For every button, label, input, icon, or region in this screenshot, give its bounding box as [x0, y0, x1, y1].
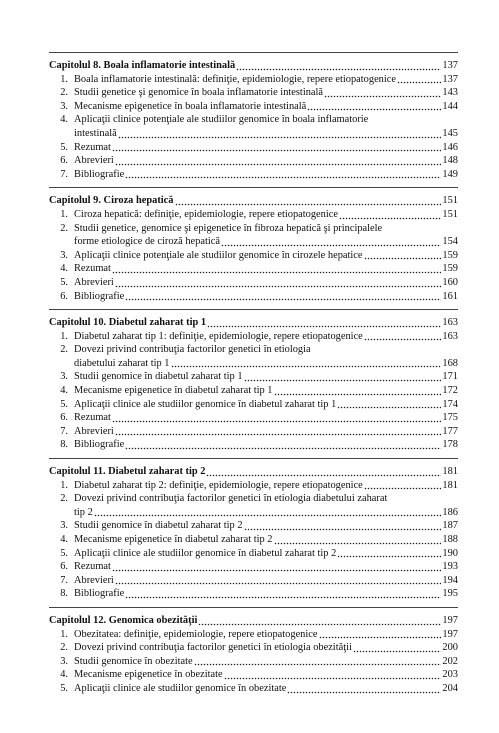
leader-dots	[115, 426, 442, 436]
entry-text: Ciroza hepatică: definiţie, epidemiologie, repere etiopatogenice	[74, 208, 338, 220]
entry-page-number: 202	[442, 655, 458, 667]
entry-page-number: 197	[442, 628, 458, 640]
leader-dots	[353, 643, 442, 653]
leader-dots	[171, 358, 442, 368]
entry-number: 1.	[60, 330, 68, 342]
entry-page-number: 195	[442, 588, 458, 600]
toc-entry	[49, 519, 458, 533]
entry-line	[49, 425, 458, 439]
entry-text: Mecanisme epigenetice în diabetul zaharat tip 1	[74, 385, 273, 397]
entry-page-number: 143	[442, 87, 458, 99]
entry-number: 1.	[60, 479, 68, 491]
entry-text: Mecanisme epigenetice în diabetul zaharat tip 2	[74, 534, 273, 545]
leader-dots	[364, 250, 442, 260]
chapter-page-number: 163	[442, 317, 458, 329]
entry-number: 2.	[60, 493, 68, 505]
toc-entry	[49, 479, 458, 493]
entry-page-number: 203	[442, 669, 458, 681]
chapter-heading	[49, 465, 458, 479]
toc-entry	[49, 682, 458, 696]
leader-dots	[118, 129, 442, 139]
entry-page-number: 160	[442, 276, 458, 288]
entry-number: 1.	[60, 73, 68, 85]
entry-number: 3.	[60, 520, 68, 532]
entry-text: Abrevieri	[74, 425, 114, 437]
leader-dots	[337, 548, 441, 558]
entry-page-number: 145	[442, 127, 458, 139]
leader-dots	[112, 413, 441, 423]
toc-entry	[49, 533, 458, 547]
entry-page-number: 177	[442, 425, 458, 437]
toc-entry	[49, 100, 458, 114]
leader-dots	[364, 480, 442, 490]
entry-text: Studii genetice, genomice şi epigenetice în fibroza hepatică şi principalele	[74, 222, 383, 234]
toc-entry	[49, 574, 458, 588]
entry-page-number: 200	[442, 642, 458, 654]
entry-page-number: 171	[442, 371, 458, 383]
entry-page-number: 194	[442, 574, 458, 586]
toc-entry	[49, 438, 458, 452]
toc-entry	[49, 330, 458, 344]
entry-line	[49, 100, 458, 114]
entry-text: Studii genomice în obezitate	[74, 655, 193, 667]
entry-line	[49, 628, 458, 642]
entry-number: 8.	[60, 439, 68, 451]
entry-page-number: 163	[442, 330, 458, 342]
entry-text: Aplicaţii clinice potenţiale ale studiilor genomice în boala inflamatorie	[74, 114, 369, 126]
entry-page-number: 172	[442, 385, 458, 397]
entry-number: 2.	[60, 344, 68, 356]
entry-text: forme etiologice de ciroză hepatică	[74, 236, 220, 248]
entry-line	[49, 587, 458, 601]
toc-entry	[49, 641, 458, 655]
entry-line	[49, 384, 458, 398]
entry-line	[49, 370, 458, 384]
entry-text: intestinală	[74, 127, 117, 139]
entry-number: 4.	[60, 534, 68, 545]
entry-line	[49, 127, 458, 141]
toc-entry	[49, 343, 458, 370]
entry-text: Abrevieri	[74, 155, 114, 167]
entry-text: Dovezi privind contribuţia factorilor genetici în etiologia	[74, 344, 311, 356]
leader-dots	[364, 331, 442, 341]
entry-text: Dovezi privind contribuţia factorilor genetici în etiologia obezităţii	[74, 642, 352, 654]
entry-number: 7.	[60, 425, 68, 437]
leader-dots	[224, 670, 442, 680]
toc-entry	[49, 141, 458, 155]
leader-dots	[319, 629, 442, 639]
entry-line	[49, 168, 458, 182]
entry-number: 6.	[60, 290, 68, 302]
entry-line	[49, 547, 458, 561]
entry-page-number: 174	[442, 398, 458, 410]
leader-dots	[125, 440, 441, 450]
leader-dots	[274, 535, 442, 545]
entry-text: Studii genetice şi genomice în boala inflamatorie intestinală	[74, 87, 324, 99]
entry-number: 4.	[60, 385, 68, 397]
entry-page-number: 144	[442, 100, 458, 112]
entry-line	[49, 655, 458, 669]
entry-number: 5.	[60, 682, 68, 694]
toc-entry	[49, 249, 458, 263]
entry-text: Diabetul zaharat tip 2: definiţie, epidemiologie, repere etiopatogenice	[74, 479, 363, 491]
entry-line	[49, 343, 458, 357]
entry-text: Mecanisme epigenetice în boala inflamatorie intestinală	[74, 100, 307, 112]
toc-entry	[49, 655, 458, 669]
toc-entry	[49, 113, 458, 140]
entry-text: Abrevieri	[74, 574, 114, 586]
entry-page-number: 190	[442, 547, 458, 559]
leader-dots	[112, 562, 441, 572]
leader-dots	[112, 264, 441, 274]
chapter-heading	[49, 316, 458, 330]
entry-number: 5.	[60, 141, 68, 153]
leader-dots	[337, 399, 441, 409]
toc-entry	[49, 154, 458, 168]
chapter-title: Capitolul 11. Diabetul zaharat tip 2	[49, 466, 206, 478]
entry-line	[49, 398, 458, 412]
table-of-contents	[49, 52, 458, 702]
entry-number: 3.	[60, 100, 68, 112]
chapter-page-number: 137	[442, 60, 458, 71]
entry-line	[49, 560, 458, 574]
entry-text: Bibliografie	[74, 588, 125, 600]
entry-number: 4.	[60, 263, 68, 275]
entry-line	[49, 262, 458, 276]
entry-line	[49, 290, 458, 304]
entry-line	[49, 519, 458, 533]
toc-entry	[49, 547, 458, 561]
entry-number: 5.	[60, 276, 68, 288]
leader-dots	[115, 156, 442, 166]
entry-line	[49, 668, 458, 682]
entry-text: Boala inflamatorie intestinală: definiţie, epidemiologie, repere etiopatogenice	[74, 73, 396, 85]
toc-entry	[49, 73, 458, 87]
toc-chapter	[49, 309, 458, 452]
entry-text: Aplicaţii clinice ale studiilor genomice în diabetul zaharat tip 2	[74, 547, 337, 559]
entry-text: tip 2	[74, 506, 93, 518]
entry-line	[49, 438, 458, 452]
toc-entry	[49, 668, 458, 682]
toc-chapter	[49, 187, 458, 303]
entry-line	[49, 222, 458, 236]
entry-text: Aplicaţii clinice potenţiale ale studiilor genomice în cirozele hepatice	[74, 249, 363, 261]
toc-entry	[49, 425, 458, 439]
entry-text: Diabetul zaharat tip 1: definiţie, epidemiologie, repere etiopatogenice	[74, 330, 363, 342]
entry-line	[49, 479, 458, 493]
toc-entry	[49, 398, 458, 412]
entry-number: 1.	[60, 208, 68, 220]
entry-number: 5.	[60, 398, 68, 410]
entry-number: 1.	[60, 628, 68, 640]
leader-dots	[236, 61, 441, 71]
entry-number: 6.	[60, 561, 68, 573]
entry-text: Bibliografie	[74, 439, 125, 451]
entry-line	[49, 235, 458, 249]
entry-number: 6.	[60, 412, 68, 424]
entry-line	[49, 73, 458, 87]
chapter-page-number: 181	[442, 466, 458, 478]
entry-page-number: 149	[442, 168, 458, 180]
entry-line	[49, 641, 458, 655]
entry-page-number: 146	[442, 141, 458, 153]
leader-dots	[274, 386, 442, 396]
toc-entry	[49, 276, 458, 290]
entry-line	[49, 357, 458, 371]
entry-page-number: 204	[442, 682, 458, 694]
entry-text: Rezumat	[74, 263, 111, 275]
entry-number: 8.	[60, 588, 68, 600]
leader-dots	[397, 74, 441, 84]
chapter-title: Capitolul 8. Boala inflamatorie intestinală	[49, 60, 236, 71]
entry-page-number: 154	[442, 236, 458, 248]
entry-text: Rezumat	[74, 412, 111, 424]
toc-chapter	[49, 458, 458, 601]
entry-line	[49, 276, 458, 290]
toc-entry	[49, 370, 458, 384]
chapter-title: Capitolul 12. Genomica obezităţii	[49, 614, 198, 626]
entry-number: 3.	[60, 655, 68, 667]
toc-chapter	[49, 52, 458, 181]
chapter-page-number: 151	[442, 195, 458, 207]
entry-line	[49, 141, 458, 155]
leader-dots	[244, 521, 442, 531]
toc-entry	[49, 86, 458, 100]
entry-number: 7.	[60, 574, 68, 586]
toc-entry	[49, 168, 458, 182]
leader-dots	[94, 507, 442, 517]
entry-line	[49, 411, 458, 425]
toc-entry	[49, 628, 458, 642]
entry-text: Bibliografie	[74, 290, 125, 302]
leader-dots	[125, 169, 441, 179]
entry-text: Abrevieri	[74, 276, 114, 288]
entry-line	[49, 330, 458, 344]
leader-dots	[194, 656, 442, 666]
entry-number: 4.	[60, 114, 68, 126]
entry-page-number: 188	[442, 534, 458, 545]
chapter-title: Capitolul 9. Ciroza hepatică	[49, 195, 174, 207]
leader-dots	[125, 291, 441, 301]
entry-page-number: 161	[442, 290, 458, 302]
entry-page-number: 168	[442, 357, 458, 369]
leader-dots	[198, 616, 441, 626]
leader-dots	[307, 101, 441, 111]
leader-dots	[115, 278, 442, 288]
chapter-heading	[49, 59, 458, 73]
entry-number: 2.	[60, 87, 68, 99]
leader-dots	[324, 88, 441, 98]
chapter-heading	[49, 194, 458, 208]
entry-line	[49, 86, 458, 100]
entry-text: Aplicaţii clinice ale studiilor genomice în obezitate	[74, 682, 287, 694]
entry-page-number: 175	[442, 412, 458, 424]
leader-dots	[221, 237, 441, 247]
leader-dots	[206, 467, 441, 477]
entry-page-number: 148	[442, 155, 458, 167]
entry-number: 6.	[60, 155, 68, 167]
leader-dots	[244, 372, 442, 382]
entry-line	[49, 154, 458, 168]
entry-line	[49, 113, 458, 127]
entry-page-number: 186	[442, 506, 458, 518]
toc-entry	[49, 262, 458, 276]
entry-line	[49, 533, 458, 547]
entry-page-number: 159	[442, 263, 458, 275]
entry-page-number: 151	[442, 208, 458, 220]
entry-text: Bibliografie	[74, 168, 125, 180]
entry-line	[49, 574, 458, 588]
leader-dots	[115, 575, 442, 585]
entry-page-number: 193	[442, 561, 458, 573]
entry-text: Studii genomice în diabetul zaharat tip 1	[74, 371, 243, 383]
toc-entry	[49, 208, 458, 222]
toc-entry	[49, 222, 458, 249]
entry-number: 5.	[60, 547, 68, 559]
entry-line	[49, 249, 458, 263]
toc-entry	[49, 411, 458, 425]
toc-entry	[49, 290, 458, 304]
toc-entry	[49, 492, 458, 519]
entry-page-number: 159	[442, 249, 458, 261]
leader-dots	[125, 589, 441, 599]
entry-line	[49, 682, 458, 696]
entry-number: 4.	[60, 669, 68, 681]
entry-page-number: 178	[442, 439, 458, 451]
entry-number: 2.	[60, 642, 68, 654]
leader-dots	[287, 684, 441, 694]
entry-text: diabetului zaharat tip 1	[74, 357, 170, 369]
toc-chapter	[49, 607, 458, 696]
leader-dots	[339, 210, 441, 220]
entry-page-number: 187	[442, 520, 458, 532]
leader-dots	[175, 196, 442, 206]
entry-text: Aplicaţii clinice ale studiilor genomice în diabetul zaharat tip 1	[74, 398, 337, 410]
toc-entry	[49, 384, 458, 398]
entry-number: 3.	[60, 371, 68, 383]
entry-text: Mecanisme epigenetice în obezitate	[74, 669, 223, 681]
entry-line	[49, 208, 458, 222]
entry-number: 2.	[60, 222, 68, 234]
leader-dots	[207, 318, 441, 328]
toc-entry	[49, 560, 458, 574]
entry-text: Rezumat	[74, 561, 111, 573]
entry-line	[49, 492, 458, 506]
entry-text: Obezitatea: definiţie, epidemiologie, repere etiopatogenice	[74, 628, 318, 640]
entry-text: Studii genomice în diabetul zaharat tip 2	[74, 520, 243, 532]
chapter-heading	[49, 614, 458, 628]
entry-text: Dovezi privind contribuţia factorilor genetici în etiologia diabetului zaharat	[74, 493, 388, 505]
chapter-page-number: 197	[442, 614, 458, 626]
entry-page-number: 137	[442, 73, 458, 85]
chapter-title: Capitolul 10. Diabetul zaharat tip 1	[49, 317, 207, 329]
entry-text: Rezumat	[74, 141, 111, 153]
toc-entry	[49, 587, 458, 601]
entry-number: 7.	[60, 168, 68, 180]
entry-line	[49, 506, 458, 520]
entry-page-number: 181	[442, 479, 458, 491]
leader-dots	[112, 142, 441, 152]
entry-number: 3.	[60, 249, 68, 261]
